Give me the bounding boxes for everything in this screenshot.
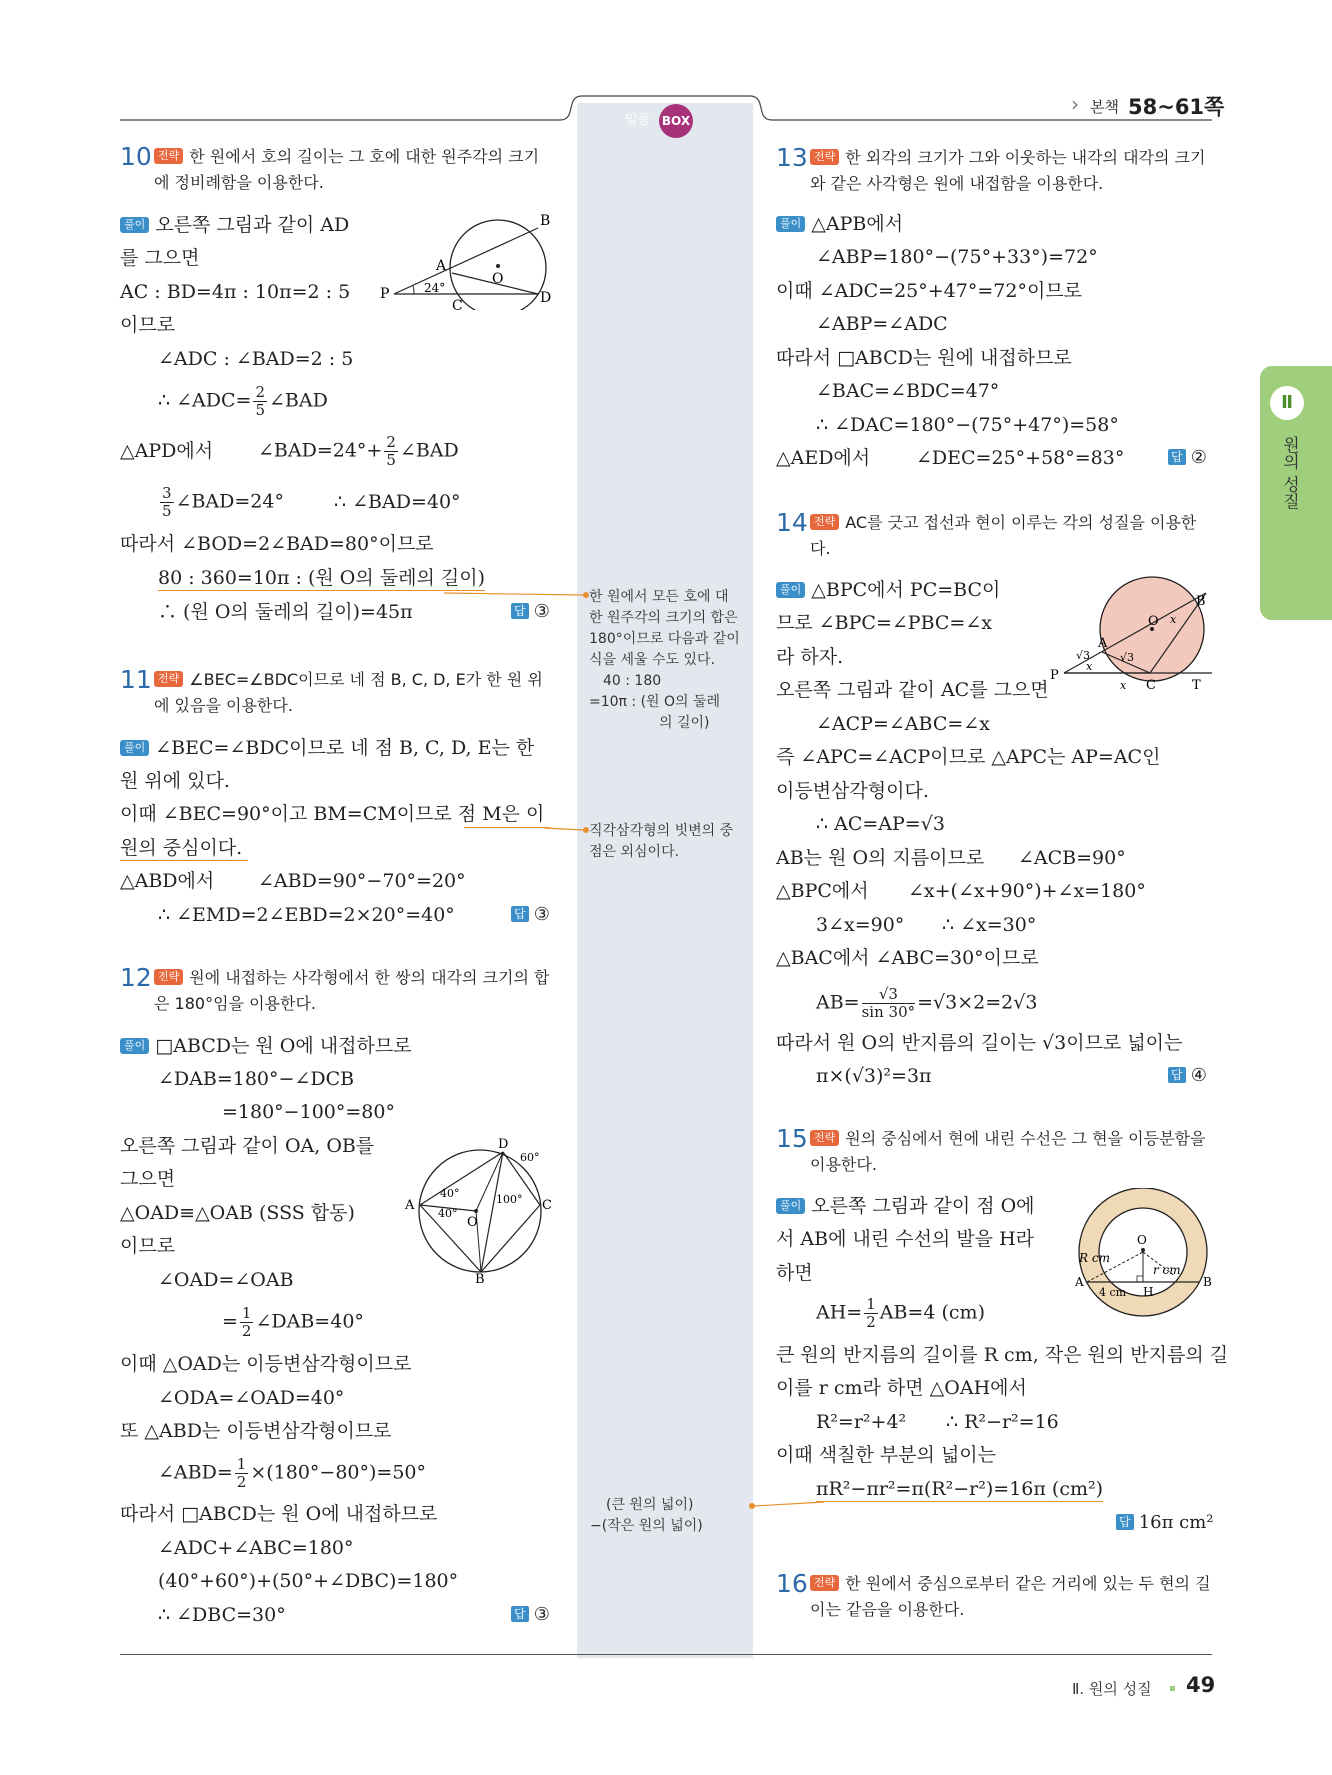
problem-11-strategy: 전략 ∠BEC=∠BDC이므로 네 점 B, C, D, E가 한 원 위에 있음을 이용한다. [154, 670, 543, 715]
p14-line-3: 라 하자. [776, 646, 844, 668]
p14-line-1: 풀이 △BPC에서 PC=BC이 [776, 578, 1000, 602]
chapter-tab-title: 원의 성질 [1279, 436, 1299, 510]
p15-line-8: ∴ R²−r²=16 [946, 1411, 1059, 1433]
p14-line-10: ∠ACB=90° [1018, 847, 1126, 869]
svg-text:√3: √3 [1076, 649, 1091, 662]
problem-15-strategy: 전략 원의 중심에서 현에 내린 수선은 그 현을 이등분함을 이용한다. [810, 1129, 1206, 1174]
p15-line-7: R²=r²+4² [816, 1411, 907, 1433]
p15-line-5: 큰 원의 반지름의 길이를 R cm, 작은 원의 반지름의 길 [776, 1344, 1229, 1366]
p12-line-7: 이므로 [120, 1235, 176, 1257]
p15-line-9: 이때 색칠한 부분의 넓이는 [776, 1444, 997, 1466]
p11-line-1: 풀이 ∠BEC=∠BDC이므로 네 점 B, C, D, E는 한 [120, 736, 534, 760]
svg-text:T: T [1192, 678, 1201, 693]
svg-text:O: O [467, 1215, 478, 1230]
box-label: 일품 [625, 113, 651, 128]
footer-chapter: Ⅱ. 원의 성질 [1072, 1680, 1152, 1698]
note2-leader [540, 820, 590, 840]
svg-text:x: x [1120, 679, 1127, 692]
p11-underline [120, 860, 248, 861]
svg-text:C: C [1146, 678, 1156, 693]
p14-line-17: 따라서 원 O의 반지름의 길이는 √3이므로 넓이는 [776, 1032, 1183, 1054]
p14-line-8: ∴ AC=AP=√3 [816, 813, 945, 835]
svg-text:x: x [1086, 660, 1093, 673]
p13-line-7: ∴ ∠DAC=180°−(75°+47°)=58° [816, 414, 1119, 436]
problem-13-number: 13 [776, 143, 808, 172]
svg-text:A: A [1075, 1275, 1084, 1289]
p13-line-5: 따라서 □ABCD는 원에 내접하므로 [776, 347, 1072, 369]
svg-text:B: B [1196, 594, 1206, 609]
svg-text:D: D [498, 1137, 509, 1152]
chevron-right-icon: › [1071, 92, 1079, 116]
label-B: B [540, 213, 551, 229]
svg-text:B: B [475, 1272, 485, 1285]
p10-line-3: AC : BD=4π : 10π=2 : 5 [120, 281, 351, 303]
note1-leader [440, 585, 590, 605]
side-note-2: 직각삼각형의 빗변의 중 점은 외심이다. [589, 823, 734, 860]
p14-line-5: ∠ACP=∠ABC=∠x [816, 713, 990, 735]
p12-line-14: 따라서 □ABCD는 원 O에 내접하므로 [120, 1503, 438, 1525]
p13-line-4: ∠ABP=∠ADC [816, 313, 948, 335]
p12-line-13: ∠ABD= $\frac{1}{2}$ ×(180°−80°)=50° [158, 1455, 427, 1491]
p12-line-3: =180°−100°=80° [222, 1101, 395, 1123]
p13-answer: 답 ② [1168, 447, 1207, 468]
p12-line-12: 또 △ABD는 이등변삼각형이므로 [120, 1420, 392, 1442]
side-note-column [577, 103, 753, 1658]
p10-line-2: 를 그으면 [120, 247, 200, 269]
svg-text:R cm: R cm [1079, 1251, 1110, 1265]
p14-answer: 답 ④ [1168, 1065, 1207, 1086]
problem-12-strategy: 전략 원에 내접하는 사각형에서 한 쌍의 대각의 크기의 합은 180°임을 이용한다. [154, 968, 550, 1013]
p10-line-9: $\frac{3}{5}$ ∠BAD=24° [162, 484, 284, 520]
problem-13-strategy: 전략 한 외각의 크기가 그와 이웃하는 내각의 대각의 크기와 같은 사각형은 원에 내접함을 이용한다. [810, 148, 1206, 193]
p14-line-13: 3∠x=90° [816, 914, 905, 936]
p14-line-7: 이등변삼각형이다. [776, 780, 929, 802]
p10-line-7: △APD에서 [120, 440, 214, 462]
p10-line-4: 이므로 [120, 314, 176, 336]
page-number: 49 [1186, 1673, 1216, 1697]
note3-leader [748, 1496, 828, 1516]
svg-text:x: x [1170, 613, 1177, 626]
p15-line-4: AH= $\frac{1}{2}$ AB=4 (cm) [816, 1295, 985, 1331]
book-ref-prefix: 본책 [1090, 98, 1119, 116]
svg-text:40°: 40° [438, 1207, 458, 1220]
p12-line-4: 오른쪽 그림과 같이 OA, OB를 [120, 1135, 375, 1157]
svg-text:24°: 24° [424, 281, 446, 295]
p11-line-5: △ABD에서 [120, 870, 215, 892]
svg-text:D: D [540, 290, 552, 306]
p12-line-11: ∠ODA=∠OAD=40° [158, 1387, 345, 1409]
svg-text:√3: √3 [1120, 651, 1135, 664]
svg-text:40°: 40° [440, 1187, 460, 1200]
p10-line-12: 80 : 360=10π : (원 O의 둘레의 길이) [158, 567, 485, 589]
problem-11-number: 11 [120, 665, 152, 694]
box-badge: BOX [659, 104, 693, 138]
svg-text:C: C [542, 1198, 552, 1213]
p12-line-5: 그으면 [120, 1168, 176, 1190]
svg-text:H: H [1143, 1285, 1154, 1299]
side-note-3: (큰 원의 넓이) −(작은 원의 넓이) [590, 1497, 703, 1534]
chapter-tab-numeral: Ⅱ [1270, 386, 1304, 420]
p12-line-6: △OAD≡△OAB (SSS 합동) [120, 1202, 355, 1224]
p10-line-13: ∴ (원 O의 둘레의 길이)=45π [158, 601, 413, 623]
p14-line-4: 오른쪽 그림과 같이 AC를 그으면 [776, 679, 1049, 701]
p14-line-9: AB는 원 O의 지름이므로 [776, 847, 985, 869]
p11-answer: 답 ③ [511, 904, 550, 925]
p13-line-1: 풀이 △APB에서 [776, 212, 903, 236]
p15-line-10: πR²−πr²=π(R²−r²)=16π (cm²) [816, 1478, 1104, 1500]
p13-line-3: 이때 ∠ADC=25°+47°=72°이므로 [776, 280, 1083, 302]
svg-text:60°: 60° [520, 1151, 540, 1164]
p15-line-6: 이를 r cm라 하면 △OAH에서 [776, 1377, 1027, 1399]
p12-figure [400, 1135, 560, 1285]
p12-line-15: ∠ADC+∠ABC=180° [158, 1537, 354, 1559]
p14-figure [1050, 575, 1220, 695]
p13-line-6: ∠BAC=∠BDC=47° [816, 380, 1000, 402]
svg-text:O: O [492, 271, 504, 287]
problem-14-strategy: 전략 AC를 긋고 접선과 현이 이루는 각의 성질을 이용한다. [810, 513, 1197, 558]
svg-text:100°: 100° [496, 1193, 523, 1206]
p15-answer: 답 16π cm² [1116, 1511, 1214, 1535]
problem-10-number: 10 [120, 142, 152, 171]
p14-line-11: △BPC에서 [776, 880, 869, 902]
p11-line-4: 원의 중심이다. [120, 837, 243, 859]
p12-line-9: = $\frac{1}{2}$ ∠DAB=40° [222, 1304, 364, 1340]
p14-line-12: ∠x+(∠x+90°)+∠x=180° [908, 880, 1146, 902]
problem-16-strategy: 전략 한 원에서 중심으로부터 같은 거리에 있는 두 현의 길이는 같음을 이용한다. [810, 1574, 1211, 1619]
p11-line-6: ∠ABD=90°−70°=20° [258, 870, 466, 892]
svg-text:A: A [1098, 636, 1108, 651]
p10-line-8: ∠BAD=24°+ $\frac{2}{5}$ ∠BAD [258, 433, 459, 469]
problem-15-number: 15 [776, 1124, 808, 1153]
p14-line-15: △BAC에서 ∠ABC=30°이므로 [776, 947, 1039, 969]
problem-16-number: 16 [776, 1569, 808, 1598]
p14-line-18: π×(√3)²=3π [816, 1065, 932, 1087]
p10-line-1: 풀이 오른쪽 그림과 같이 AD [120, 213, 349, 237]
p10-line-11: 따라서 ∠BOD=2∠BAD=80°이므로 [120, 533, 434, 555]
p11-line-7: ∴ ∠EMD=2∠EBD=2×20°=40° [158, 904, 455, 926]
footer-dot [1170, 1686, 1175, 1691]
strategy-tag: 전략 [154, 148, 183, 164]
p10-answer: 답 ③ [511, 601, 550, 622]
p12-line-1: 풀이 □ABCD는 원 O에 내접하므로 [120, 1034, 412, 1058]
p14-line-14: ∴ ∠x=30° [942, 914, 1037, 936]
p10-figure [380, 210, 560, 310]
p15-figure [1075, 1188, 1220, 1318]
footer-rule [120, 1654, 1212, 1655]
p10-line-5: ∠ADC : ∠BAD=2 : 5 [158, 348, 354, 370]
p12-line-17: ∴ ∠DBC=30° [158, 1604, 286, 1626]
p12-line-2: ∠DAB=180°−∠DCB [158, 1068, 355, 1090]
p11-line-3: 이때 ∠BEC=90°이고 BM=CM이므로 점 M은 이 [120, 803, 545, 825]
p10-line-10: ∴ ∠BAD=40° [334, 491, 461, 513]
p14-line-2: 므로 ∠BPC=∠PBC=∠x [776, 612, 992, 634]
p11-underline-2 [464, 827, 550, 828]
problem-12-number: 12 [120, 963, 152, 992]
problem-14-number: 14 [776, 508, 808, 537]
svg-text:A: A [436, 258, 447, 274]
p12-line-16: (40°+60°)+(50°+∠DBC)=180° [158, 1570, 459, 1592]
p14-line-6: 즉 ∠APC=∠ACP이므로 △APC는 AP=AC인 [776, 746, 1161, 768]
problem-10-strategy: 전략 한 원에서 호의 길이는 그 호에 대한 원주각의 크기에 정비례함을 이용한다. [154, 147, 540, 192]
svg-text:4 cm: 4 cm [1099, 1286, 1127, 1299]
p13-line-8: △AED에서 [776, 447, 871, 469]
p13-line-2: ∠ABP=180°−(75°+33°)=72° [816, 246, 1098, 268]
svg-text:P: P [1050, 668, 1059, 683]
side-note-1: 한 원에서 모든 호에 대 한 원주각의 크기의 합은 180°이므로 다음과 같이 식을 세울 수도 있다. 40 : 180 =10π : (원 O의 둘레 의 길이) [589, 589, 740, 731]
svg-text:B: B [1203, 1275, 1212, 1289]
p12-answer: 답 ③ [511, 1604, 550, 1625]
p15-line-1: 풀이 오른쪽 그림과 같이 점 O에 [776, 1194, 1035, 1218]
svg-text:C: C [452, 298, 463, 310]
p11-line-2: 원 위에 있다. [120, 770, 230, 792]
book-ref-pages: 58~61쪽 [1128, 95, 1225, 119]
p13-line-9: ∠DEC=25°+58°=83° [916, 447, 1125, 469]
p14-line-16: AB= $\frac{√3}{\sin 30^\circ}$ =√3×2=2√3 [816, 985, 1038, 1021]
svg-text:r cm: r cm [1153, 1263, 1181, 1277]
p12-line-10: 이때 △OAD는 이등변삼각형이므로 [120, 1353, 412, 1375]
svg-text:O: O [1137, 1233, 1147, 1247]
svg-text:O: O [1148, 614, 1159, 629]
svg-text:P: P [380, 286, 390, 302]
p12-line-8: ∠OAD=∠OAB [158, 1269, 294, 1291]
p15-line-3: 하면 [776, 1262, 813, 1284]
svg-text:A: A [405, 1198, 415, 1213]
p15-line-2: 서 AB에 내린 수선의 발을 H라 [776, 1228, 1034, 1250]
p10-line-6: ∴ ∠ADC= $\frac{2}{5}$ ∠BAD [158, 383, 328, 419]
